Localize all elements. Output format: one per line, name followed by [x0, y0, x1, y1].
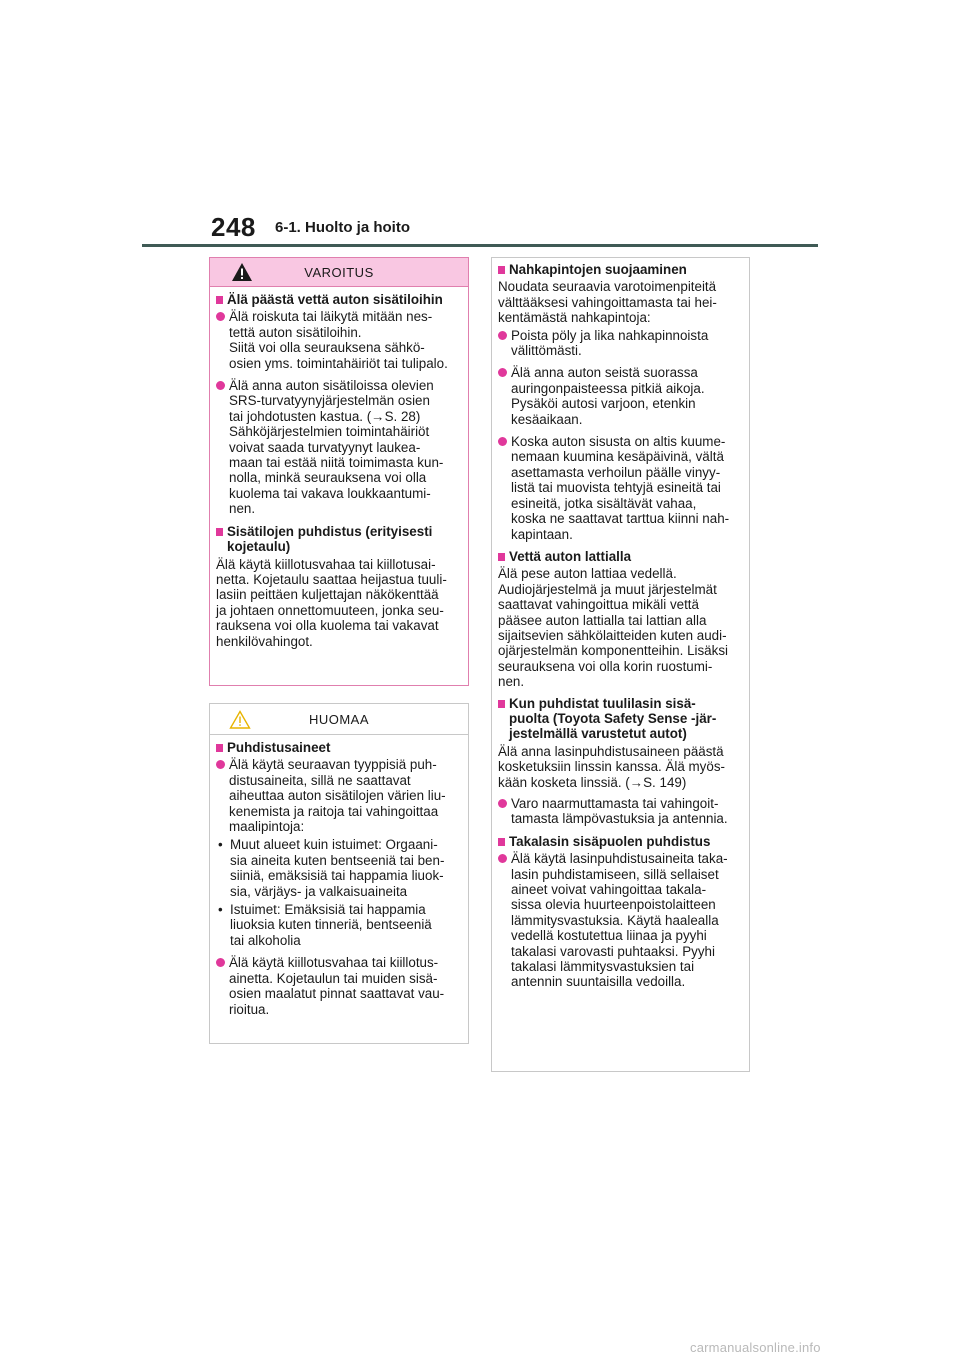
- round-bullet-icon: [498, 368, 507, 377]
- bullet-sunlight: Älä anna auton seistä suorassa auringonpaisteessa pitkiä aikoja. Pysäköi autosi varjoon, etenkin kesäaikaan.: [498, 365, 743, 427]
- warning-label: VAROITUS: [304, 264, 374, 280]
- notice-box: [209, 703, 469, 1044]
- heading-rear-window: Takalasin sisäpuolen puhdistus: [498, 834, 743, 849]
- watermark: carmanualsonline.info: [690, 1340, 821, 1355]
- square-bullet-icon: [216, 528, 223, 536]
- warning-bullet-spill: Älä roiskuta tai läikytä mitään nes- tettä auton sisätiloihin. Siitä voi olla seurauksena sähkö- osien yms. toimintahäiriöt tai tulipalo.: [216, 309, 462, 371]
- notice-triangle-icon: [229, 710, 251, 729]
- round-bullet-icon: [498, 331, 507, 340]
- round-bullet-icon: [216, 958, 225, 967]
- warning-bullet-srs: Älä anna auton sisätiloissa olevien SRS-turvatyynyjärjestelmän osien tai johdotusten kastua. (→S. 28) Sähköjärjestelmien toimintahäiriöt voivat saada turvatyynyt laukea- maan tai estää niitä toimimasta kun- nolla, minkä seurauksena voi olla kuolema tai vakava loukkaantumi- nen.: [216, 378, 462, 517]
- square-bullet-icon: [498, 700, 505, 708]
- header-rule: [142, 244, 818, 247]
- heading-floor-water: Vettä auton lattialla: [498, 549, 743, 564]
- notice-label: HUOMAA: [308, 711, 370, 727]
- notice-bullet-cleaners: Älä käytä seuraavan tyyppisiä puh- distusaineita, sillä ne saattavat aiheuttaa auton sisätilojen värien liu- kenemista ja raitoja tai vahingoittaa maalipintoja:: [216, 757, 462, 834]
- round-bullet-icon: [498, 854, 507, 863]
- info-box: [491, 257, 750, 1072]
- warning-triangle-icon: [231, 262, 253, 282]
- heading-windshield: Kun puhdistat tuulilasin sisä- puolta (Toyota Safety Sense -jär- jestelmällä varustetut autot): [498, 696, 743, 742]
- warning-box: [209, 257, 469, 686]
- bullet-rear-window: Älä käytä lasinpuhdistusaineita taka- lasin puhdistamiseen, sillä sellaiset aineet voivat vahingoittaa takala- sissa olevia huurteenpoistolaitteen lämmitysvastuksia. Käytä haalealla vedellä kostutettua liinaa ja pyyhi takalasi varovasti puhtaaksi. Pyyhi takalasi lämmitysvastuksien tai antennin suuntaisilla vedoilla.: [498, 851, 743, 990]
- paragraph-leather: Noudata seuraavia varotoimenpiteitä välttääksesi vahingoittamasta tai hei- kentämästä nahkapintoja:: [498, 279, 717, 326]
- page-header: [0, 0, 960, 246]
- round-bullet-icon: [498, 437, 507, 446]
- section-title: 6-1. Huolto ja hoito: [275, 219, 410, 236]
- round-bullet-icon: [216, 381, 225, 390]
- paragraph-floor-water: Älä pese auton lattiaa vedellä. Audiojärjestelmä ja muut järjestelmät saattavat vahingoittua mikäli vettä pääsee auton lattialla tai lattian alla sijaitsevien sähkölaitteiden kuten audi- ojärjestelmän komponentteihin. Lisäksi seurauksena voi olla korin ruostumi- nen.: [498, 566, 728, 690]
- warning-heading-water: Älä päästä vettä auton sisätiloihin: [216, 292, 462, 307]
- square-bullet-icon: [216, 744, 223, 752]
- paragraph-windshield: Älä anna lasinpuhdistusaineen päästä kosketuksiin linssin kanssa. Älä myös- kään kosketa linssiä. (→S. 149): [498, 743, 725, 790]
- warning-paragraph-dashboard: Älä käytä kiillotusvahaa tai kiillotusai- netta. Kojetaulu saattaa heijastua tuuli- lasiin peittäen kuljettajan näkökenttää ja johtaen onnettomuuteen, jonka seu- rauksena voi olla kuolema tai vakavat henkilövahingot.: [216, 556, 447, 649]
- round-bullet-icon: [216, 760, 225, 769]
- square-bullet-icon: [498, 266, 505, 274]
- bullet-heaters: Varo naarmuttamasta tai vahingoit- tamasta lämpövastuksia ja antennia.: [498, 796, 743, 827]
- notice-header: [210, 704, 468, 735]
- square-bullet-icon: [498, 553, 505, 561]
- heading-leather: Nahkapintojen suojaaminen: [498, 262, 743, 277]
- warning-heading-dashboard: Sisätilojen puhdistus (erityisesti kojetaulu): [216, 524, 462, 555]
- warning-header: [210, 258, 468, 287]
- notice-bullet-polish: Älä käytä kiillotusvahaa tai kiillotus- ainetta. Kojetaulun tai muiden sisä- osien maalatut pinnat saattavat vau- rioitua.: [216, 955, 462, 1017]
- square-bullet-icon: [498, 838, 505, 846]
- notice-subitem-other-areas: • Muut alueet kuin istuimet: Orgaani- sia aineita kuten bentseeniä tai ben- siiniä, emäksisiä tai happamia liuok- sia, värjäys- ja valkaisuaineita: [218, 837, 445, 899]
- round-bullet-icon: [498, 799, 507, 808]
- notice-subitem-seats: • Istuimet: Emäksisiä tai happamia liuoksia kuten tinneriä, bentseeniä tai alkoholia: [218, 902, 432, 948]
- notice-heading-cleaners: Puhdistusaineet: [216, 740, 462, 755]
- bullet-dust: Poista pöly ja lika nahkapinnoista välittömästi.: [498, 328, 743, 359]
- page-number: 248: [211, 212, 256, 242]
- square-bullet-icon: [216, 296, 223, 304]
- round-bullet-icon: [216, 312, 225, 321]
- bullet-vinyl: Koska auton sisusta on altis kuume- nemaan kuumina kesäpäivinä, vältä asettamasta verhoilun päälle vinyy- listä tai muovista tehtyjä esineitä tai esineitä, jotka sisältävät vahaa, koska ne saattavat tarttua kiinni nah- kapintaan.: [498, 434, 743, 542]
